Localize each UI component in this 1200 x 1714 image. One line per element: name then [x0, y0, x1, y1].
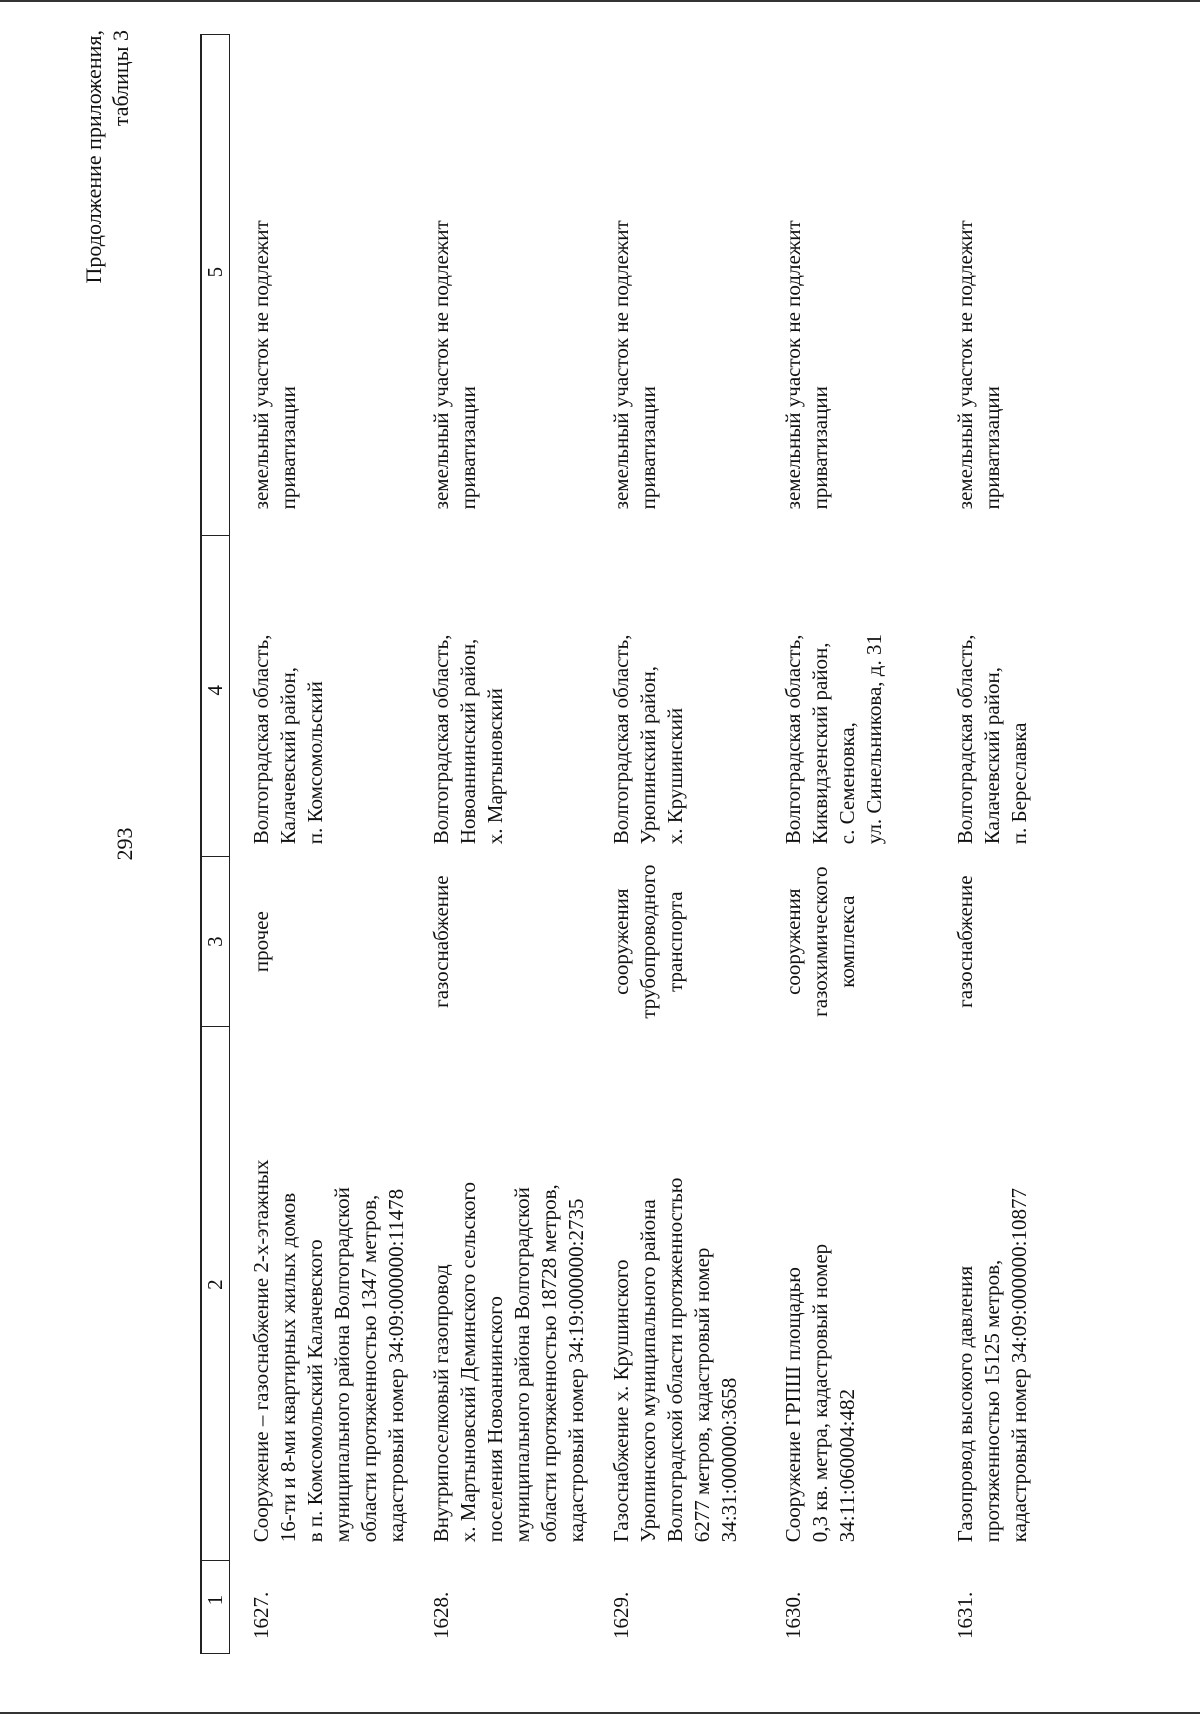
- row-number-cell: [762, 1561, 934, 1654]
- object-name-line: области протяженностью 18728 метров,: [537, 1184, 561, 1543]
- row-number-cell: [934, 1561, 1106, 1654]
- row-number: 1631.: [953, 1591, 977, 1639]
- row-number-cell: [410, 1561, 590, 1654]
- object-type-cell: [762, 857, 934, 1027]
- continuation-line: таблицы 3: [108, 30, 133, 127]
- object-address-cell: [590, 536, 762, 857]
- object-name-line: муниципального района Волгоградской: [510, 1187, 534, 1543]
- object-address-line: Калачевский район,: [276, 667, 300, 845]
- object-type-line: комплекса: [835, 895, 859, 988]
- object-name-line: 6277 метров, кадастровый номер: [690, 1247, 714, 1543]
- object-note-line: земельный участок не подлежит: [249, 220, 273, 510]
- object-note-line: земельный участок не подлежит: [781, 220, 805, 510]
- row-number: 1627.: [249, 1591, 273, 1639]
- object-note-line: приватизации: [980, 386, 1004, 510]
- object-name-line: кадастровый номер 34:09:000000:10877: [1007, 1188, 1031, 1543]
- object-address-line: с. Семеновка,: [835, 722, 859, 845]
- table-row: [410, 35, 590, 1654]
- table-header-row: [201, 35, 230, 1654]
- column-header: 2: [201, 1027, 230, 1561]
- object-name-line: х. Мартыновский Деминского сельского: [456, 1181, 480, 1543]
- table-row: [934, 35, 1106, 1654]
- row-number-cell: [590, 1561, 762, 1654]
- object-name-line: Газопровод высокого давления: [953, 1265, 977, 1543]
- object-type-cell: [590, 857, 762, 1027]
- object-name-line: Урюпинского муниципального района: [636, 1199, 660, 1543]
- object-name-line: Внутрипоселковый газопровод: [429, 1264, 453, 1543]
- object-note-cell: [590, 35, 762, 536]
- object-address-cell: [934, 536, 1106, 857]
- object-type-line: сооружения: [781, 888, 805, 995]
- object-note-cell: [762, 35, 934, 536]
- object-address-line: Волгоградская область,: [429, 634, 453, 845]
- object-name-line: 34:11:060004:482: [835, 1389, 859, 1543]
- object-note-cell: [410, 35, 590, 536]
- continuation-note: [80, 30, 134, 283]
- property-table: [200, 34, 1106, 1654]
- object-name-line: Сооружение ГРПШ площадью: [781, 1267, 805, 1543]
- object-note-line: земельный участок не подлежит: [429, 220, 453, 510]
- object-name-line: протяженностью 15125 метров,: [980, 1259, 1004, 1543]
- object-note-line: земельный участок не подлежит: [953, 220, 977, 510]
- object-note-cell: [230, 35, 411, 536]
- object-note-line: приватизации: [456, 386, 480, 510]
- object-name-line: поселения Новоаннинского: [483, 1296, 507, 1543]
- column-header: 4: [201, 536, 230, 857]
- object-type-cell: [230, 857, 411, 1027]
- column-header: 1: [201, 1561, 230, 1654]
- object-note-line: приватизации: [276, 386, 300, 510]
- object-type-line: газоснабжение: [953, 875, 977, 1008]
- object-name-line: Волгоградской области протяженностью: [663, 1177, 687, 1543]
- table-row: [230, 35, 411, 1654]
- object-address-line: Волгоградская область,: [953, 634, 977, 845]
- object-name-cell: [762, 1027, 934, 1561]
- object-name-line: муниципального района Волгоградской: [330, 1187, 354, 1543]
- object-address-line: Калачевский район,: [980, 667, 1004, 845]
- table-row: [762, 35, 934, 1654]
- table-row: [590, 35, 762, 1654]
- object-type-line: сооружения: [609, 888, 633, 995]
- object-type-cell: [410, 857, 590, 1027]
- object-name-line: Газоснабжение х. Крушинского: [609, 1259, 633, 1543]
- object-address-line: Волгоградская область,: [781, 634, 805, 845]
- object-address-line: п. Комсомольский: [303, 681, 327, 845]
- object-type-line: транспорта: [663, 891, 687, 992]
- object-note-cell: [934, 35, 1106, 536]
- object-note-line: приватизации: [636, 386, 660, 510]
- object-name-cell: [230, 1027, 411, 1561]
- object-name-line: 34:31:000000:3658: [717, 1377, 741, 1543]
- object-name-cell: [934, 1027, 1106, 1561]
- row-number-cell: [230, 1561, 411, 1654]
- object-name-line: в п. Комсомольский Калачевского: [303, 1239, 327, 1543]
- object-name-line: 16-ти и 8-ми квартирных жилых домов: [276, 1192, 300, 1543]
- object-address-line: ул. Синельникова, д. 31: [862, 634, 886, 845]
- page-number: 293: [112, 827, 137, 861]
- row-number: 1628.: [429, 1591, 453, 1639]
- object-address-line: Волгоградская область,: [249, 634, 273, 845]
- object-address-line: х. Мартыновский: [483, 688, 507, 845]
- object-address-cell: [762, 536, 934, 857]
- object-address-line: Волгоградская область,: [609, 634, 633, 845]
- object-address-cell: [230, 536, 411, 857]
- object-type-line: прочее: [249, 911, 273, 973]
- object-name-line: кадастровый номер 34:09:000000:11478: [384, 1188, 408, 1543]
- object-address-line: Урюпинский район,: [636, 665, 660, 845]
- column-header: 3: [201, 857, 230, 1027]
- object-name-cell: [590, 1027, 762, 1561]
- continuation-line: Продолжение приложения,: [81, 30, 106, 284]
- object-name-line: Сооружение – газоснабжение 2-х-этажных: [249, 1159, 273, 1543]
- object-type-line: газоснабжение: [429, 875, 453, 1008]
- object-address-line: Новоаннинский район,: [456, 638, 480, 845]
- table-body: [230, 35, 1107, 1654]
- column-header: 5: [201, 35, 230, 536]
- object-type-line: трубопроводного: [636, 864, 660, 1019]
- object-address-line: п. Береславка: [1007, 722, 1031, 845]
- object-name-cell: [410, 1027, 590, 1561]
- object-type-cell: [934, 857, 1106, 1027]
- object-address-line: х. Крушинский: [663, 707, 687, 845]
- object-address-line: Киквидзенский район,: [808, 642, 832, 845]
- row-number: 1630.: [781, 1591, 805, 1639]
- object-address-cell: [410, 536, 590, 857]
- object-note-line: земельный участок не подлежит: [609, 220, 633, 510]
- object-type-line: газохимического: [808, 866, 832, 1017]
- object-name-line: 0,3 кв. метра, кадастровый номер: [808, 1243, 832, 1543]
- row-number: 1629.: [609, 1591, 633, 1639]
- object-name-line: области протяженностью 1347 метров,: [357, 1194, 381, 1543]
- object-note-line: приватизации: [808, 386, 832, 510]
- object-name-line: кадастровый номер 34:19:000000:2735: [564, 1198, 588, 1543]
